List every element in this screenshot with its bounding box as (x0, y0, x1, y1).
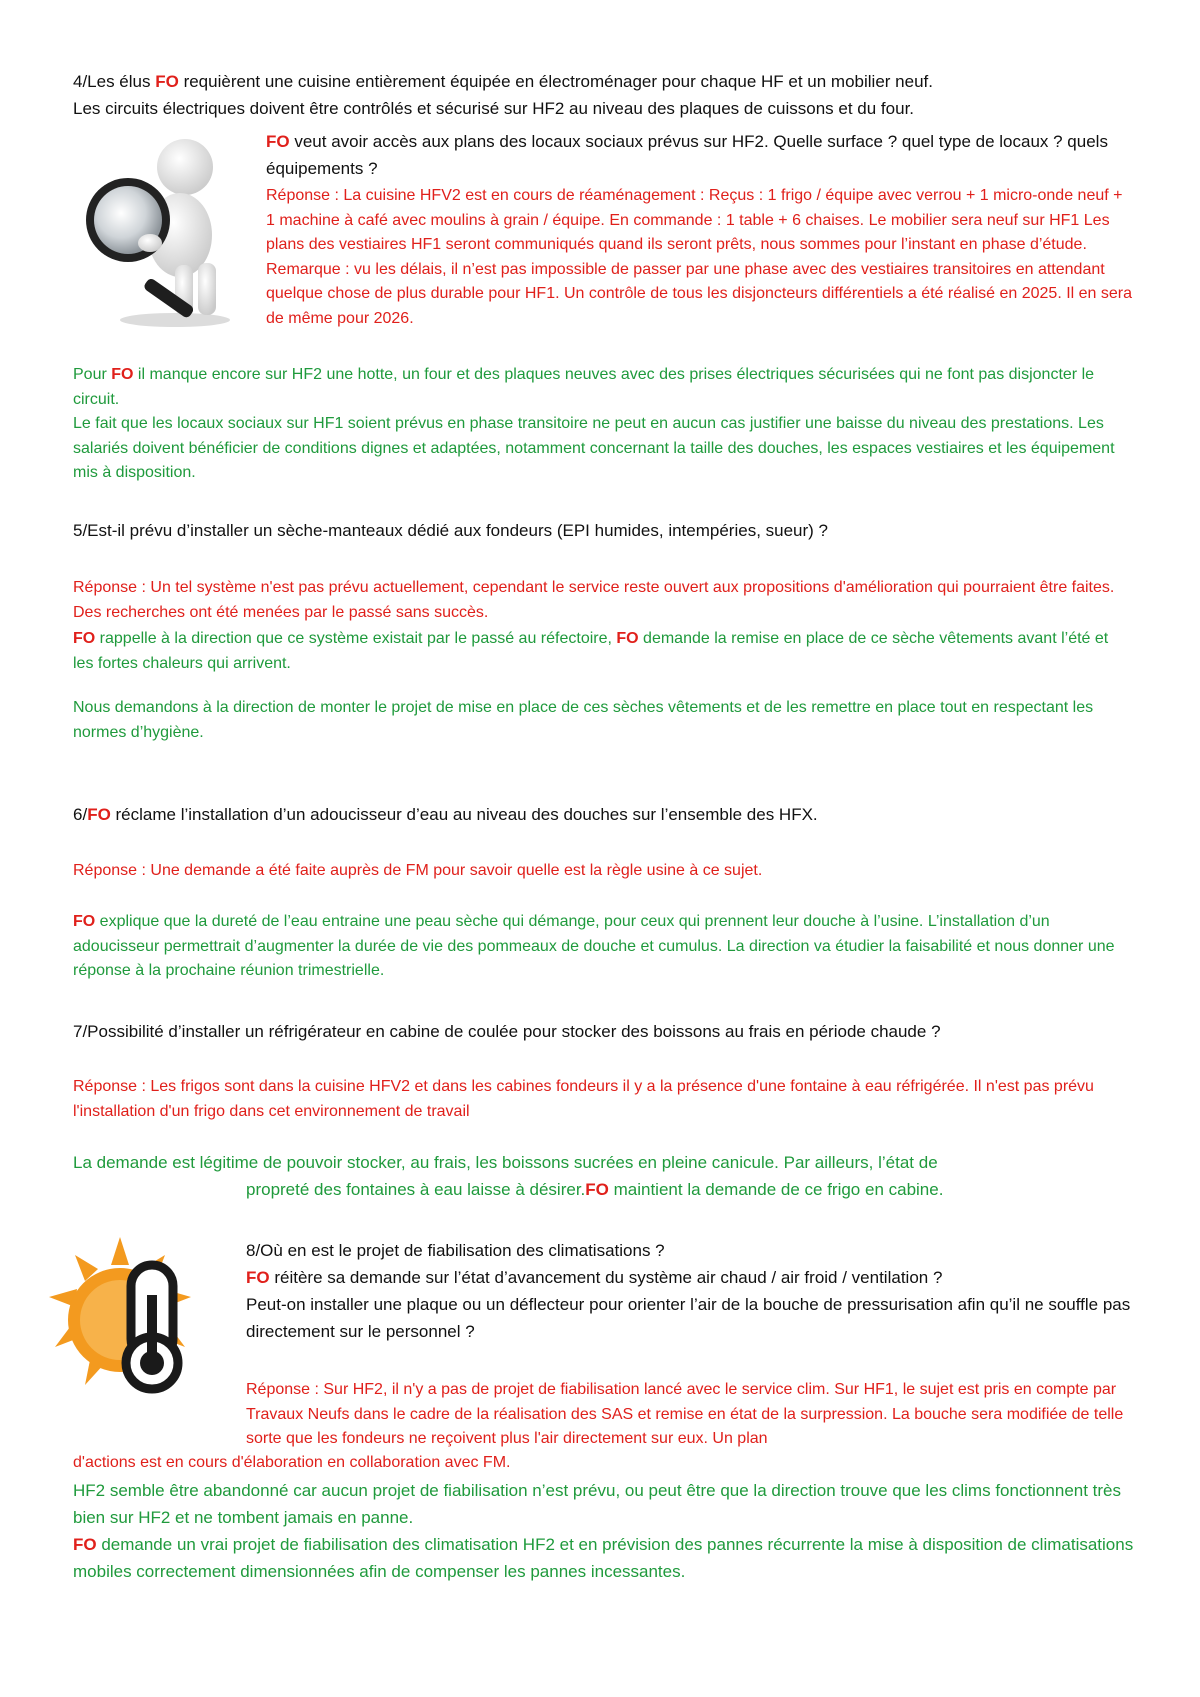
text: Peut-on installer une plaque ou un déflecteur pour orienter l’air de la bouche de pressurisation afin qu’il ne souffle pas directement sur le personnel ? (246, 1295, 1131, 1341)
text: requièrent une cuisine entièrement équipée en électroménager pour chaque HF et un mobilier neuf. (178, 72, 933, 91)
section-8-reponse-end: d'actions est en cours d'élaboration en collaboration avec FM. (73, 1454, 511, 1471)
text: 6/ (73, 805, 88, 824)
section-6-reponse: Réponse : Une demande a été faite auprès de FM pour savoir quelle est la règle usine à ce sujet. (73, 862, 763, 879)
fo-label: FO (585, 1180, 609, 1199)
text: Les circuits électriques doivent être contrôlés et sécurisé sur HF2 au niveau des plaques de cuissons et du four. (73, 99, 915, 118)
section-8-reponse: Réponse : Sur HF2, il n'y a pas de projet de fiabilisation lancé avec le service clim. Sur HF1, le sujet est pris en compte par Travaux Neufs dans le cadre de la réalisation des SAS et remise en état de la surpression. La bouche sera modifiée de telle sorte que les fondeurs ne reçoivent plus l'air directement sur eux. Un plan (246, 1381, 1124, 1447)
section-5-comment (73, 627, 1133, 676)
section-4-question (73, 68, 1133, 122)
text: Pour (73, 366, 112, 383)
section-7-comment-line-1: La demande est légitime de pouvoir stocker, au frais, les boissons sucrées en pleine canicule. Par ailleurs, l’état de (73, 1153, 938, 1172)
text: demande la remise en place de ce sèche vêtements avant l’été et les fortes chaleurs qui arrivent. (73, 630, 1109, 672)
section-4-reponse: Réponse : La cuisine HFV2 est en cours de réaménagement : Reçus : 1 frigo / équipe avec verrou + 1 micro-onde neuf + 1 machine à café avec moulins à grain / équipe. En commande : 1 table + 6 chaises. Le mobilier sera neuf sur HF1 Les plans des vestiaires HF1 seront communiqués quand ils seront prêts, nous sommes pour l’instant en phase d’étude. Remarque : vu les délais, il n’est pas impossible de passer par une phase avec des vestiaires transitoires en attendant quelque chose de plus durable pour HF1. Un contrôle de tous les disjoncteurs différentiels a été réalisé en 2025. Il en sera de même pour 2026. (266, 187, 1133, 327)
fo-label: FO (616, 630, 639, 647)
section-8-question (246, 1237, 1146, 1345)
magnifier-person-icon (80, 135, 240, 330)
fo-label: FO (73, 913, 96, 930)
text: Le fait que les locaux sociaux sur HF1 soient prévus en phase transitoire ne peut en aucun cas justifier une baisse du niveau des prestations. Les salariés doivent bénéficier de conditions dignes et adaptées, notamment concernant la taille des douches, les espaces vestiaires et les équipement mis à disposition. (73, 415, 1115, 481)
fo-label: FO (246, 1268, 270, 1287)
section-8-comment (73, 1477, 1143, 1585)
text: il manque encore sur HF2 une hotte, un four et des plaques neuves avec des prises électriques sécurisées qui ne font pas disjoncter le circuit. (73, 366, 1095, 408)
section-6-question (73, 801, 1133, 828)
section-6-comment (73, 910, 1133, 984)
text: HF2 semble être abandonné car aucun projet de fiabilisation n’est prévu, ou peut être que la direction trouve que les clims fonctionnent très bien sur HF2 et ne tombent jamais en panne. (73, 1481, 1122, 1527)
section-5-comment-2: Nous demandons à la direction de monter le projet de mise en place de ces sèches vêtements et de les remettre en place tout en respectant les normes d’hygiène. (73, 699, 1094, 741)
text: demande un vrai projet de fiabilisation des climatisation HF2 et en prévision des pannes récurrente la mise à disposition de climatisations mobiles correctement dimensionnées afin de compenser les pannes incessantes. (73, 1535, 1134, 1581)
section-7-comment-line-2 (246, 1176, 1146, 1203)
fo-label: FO (87, 805, 111, 824)
text: maintient la demande de ce frigo en cabine. (608, 1180, 944, 1199)
fo-label: FO (73, 1535, 97, 1554)
fo-label: FO (73, 630, 96, 647)
text: réclame l’installation d’un adoucisseur d’eau au niveau des douches sur l’ensemble des HFX. (110, 805, 818, 824)
section-4-comment (73, 363, 1133, 486)
text: explique que la dureté de l’eau entraine une peau sèche qui démange, pour ceux qui prennent leur douche à l’usine. L’installation d’un adoucisseur permettrait d’augmenter la durée de vie des pommeaux de douche et cumulus. La direction va étudier la faisabilité et nous donner une réponse à la prochaine réunion trimestrielle. (73, 913, 1115, 979)
section-7-reponse: Réponse : Les frigos sont dans la cuisine HFV2 et dans les cabines fondeurs il y a la présence d'une fontaine à eau réfrigérée. Il n'est pas prévu l'installation d'un frigo dans cet environnement de travail (73, 1078, 1094, 1120)
section-5-question: 5/Est-il prévu d’installer un sèche-manteaux dédié aux fondeurs (EPI humides, intempéries, sueur) ? (73, 521, 828, 540)
fo-label: FO (111, 366, 134, 383)
section-5-reponse: Réponse : Un tel système n'est pas prévu actuellement, cependant le service reste ouvert aux propositions d'amélioration qui pourraient être faites. Des recherches ont été menées par le passé sans succès. (73, 579, 1115, 621)
text: 4/Les élus (73, 72, 156, 91)
text: veut avoir accès aux plans des locaux sociaux prévus sur HF2. Quelle surface ? quel type de locaux ? quels équipements ? (266, 132, 1108, 178)
sun-thermometer-icon (45, 1235, 195, 1395)
text: réitère sa demande sur l’état d’avancement du système air chaud / air froid / ventilation ? (269, 1268, 943, 1287)
text: rappelle à la direction que ce système existait par le passé au réfectoire, (95, 630, 617, 647)
section-7-question: 7/Possibilité d’installer un réfrigérateur en cabine de coulée pour stocker des boissons au frais en période chaude ? (73, 1022, 941, 1041)
fo-label: FO (155, 72, 179, 91)
text: 8/Où en est le projet de fiabilisation des climatisations ? (246, 1241, 665, 1260)
fo-label: FO (266, 132, 290, 151)
text: propreté des fontaines à eau laisse à désirer. (246, 1180, 586, 1199)
section-4-subquestion (266, 128, 1134, 182)
